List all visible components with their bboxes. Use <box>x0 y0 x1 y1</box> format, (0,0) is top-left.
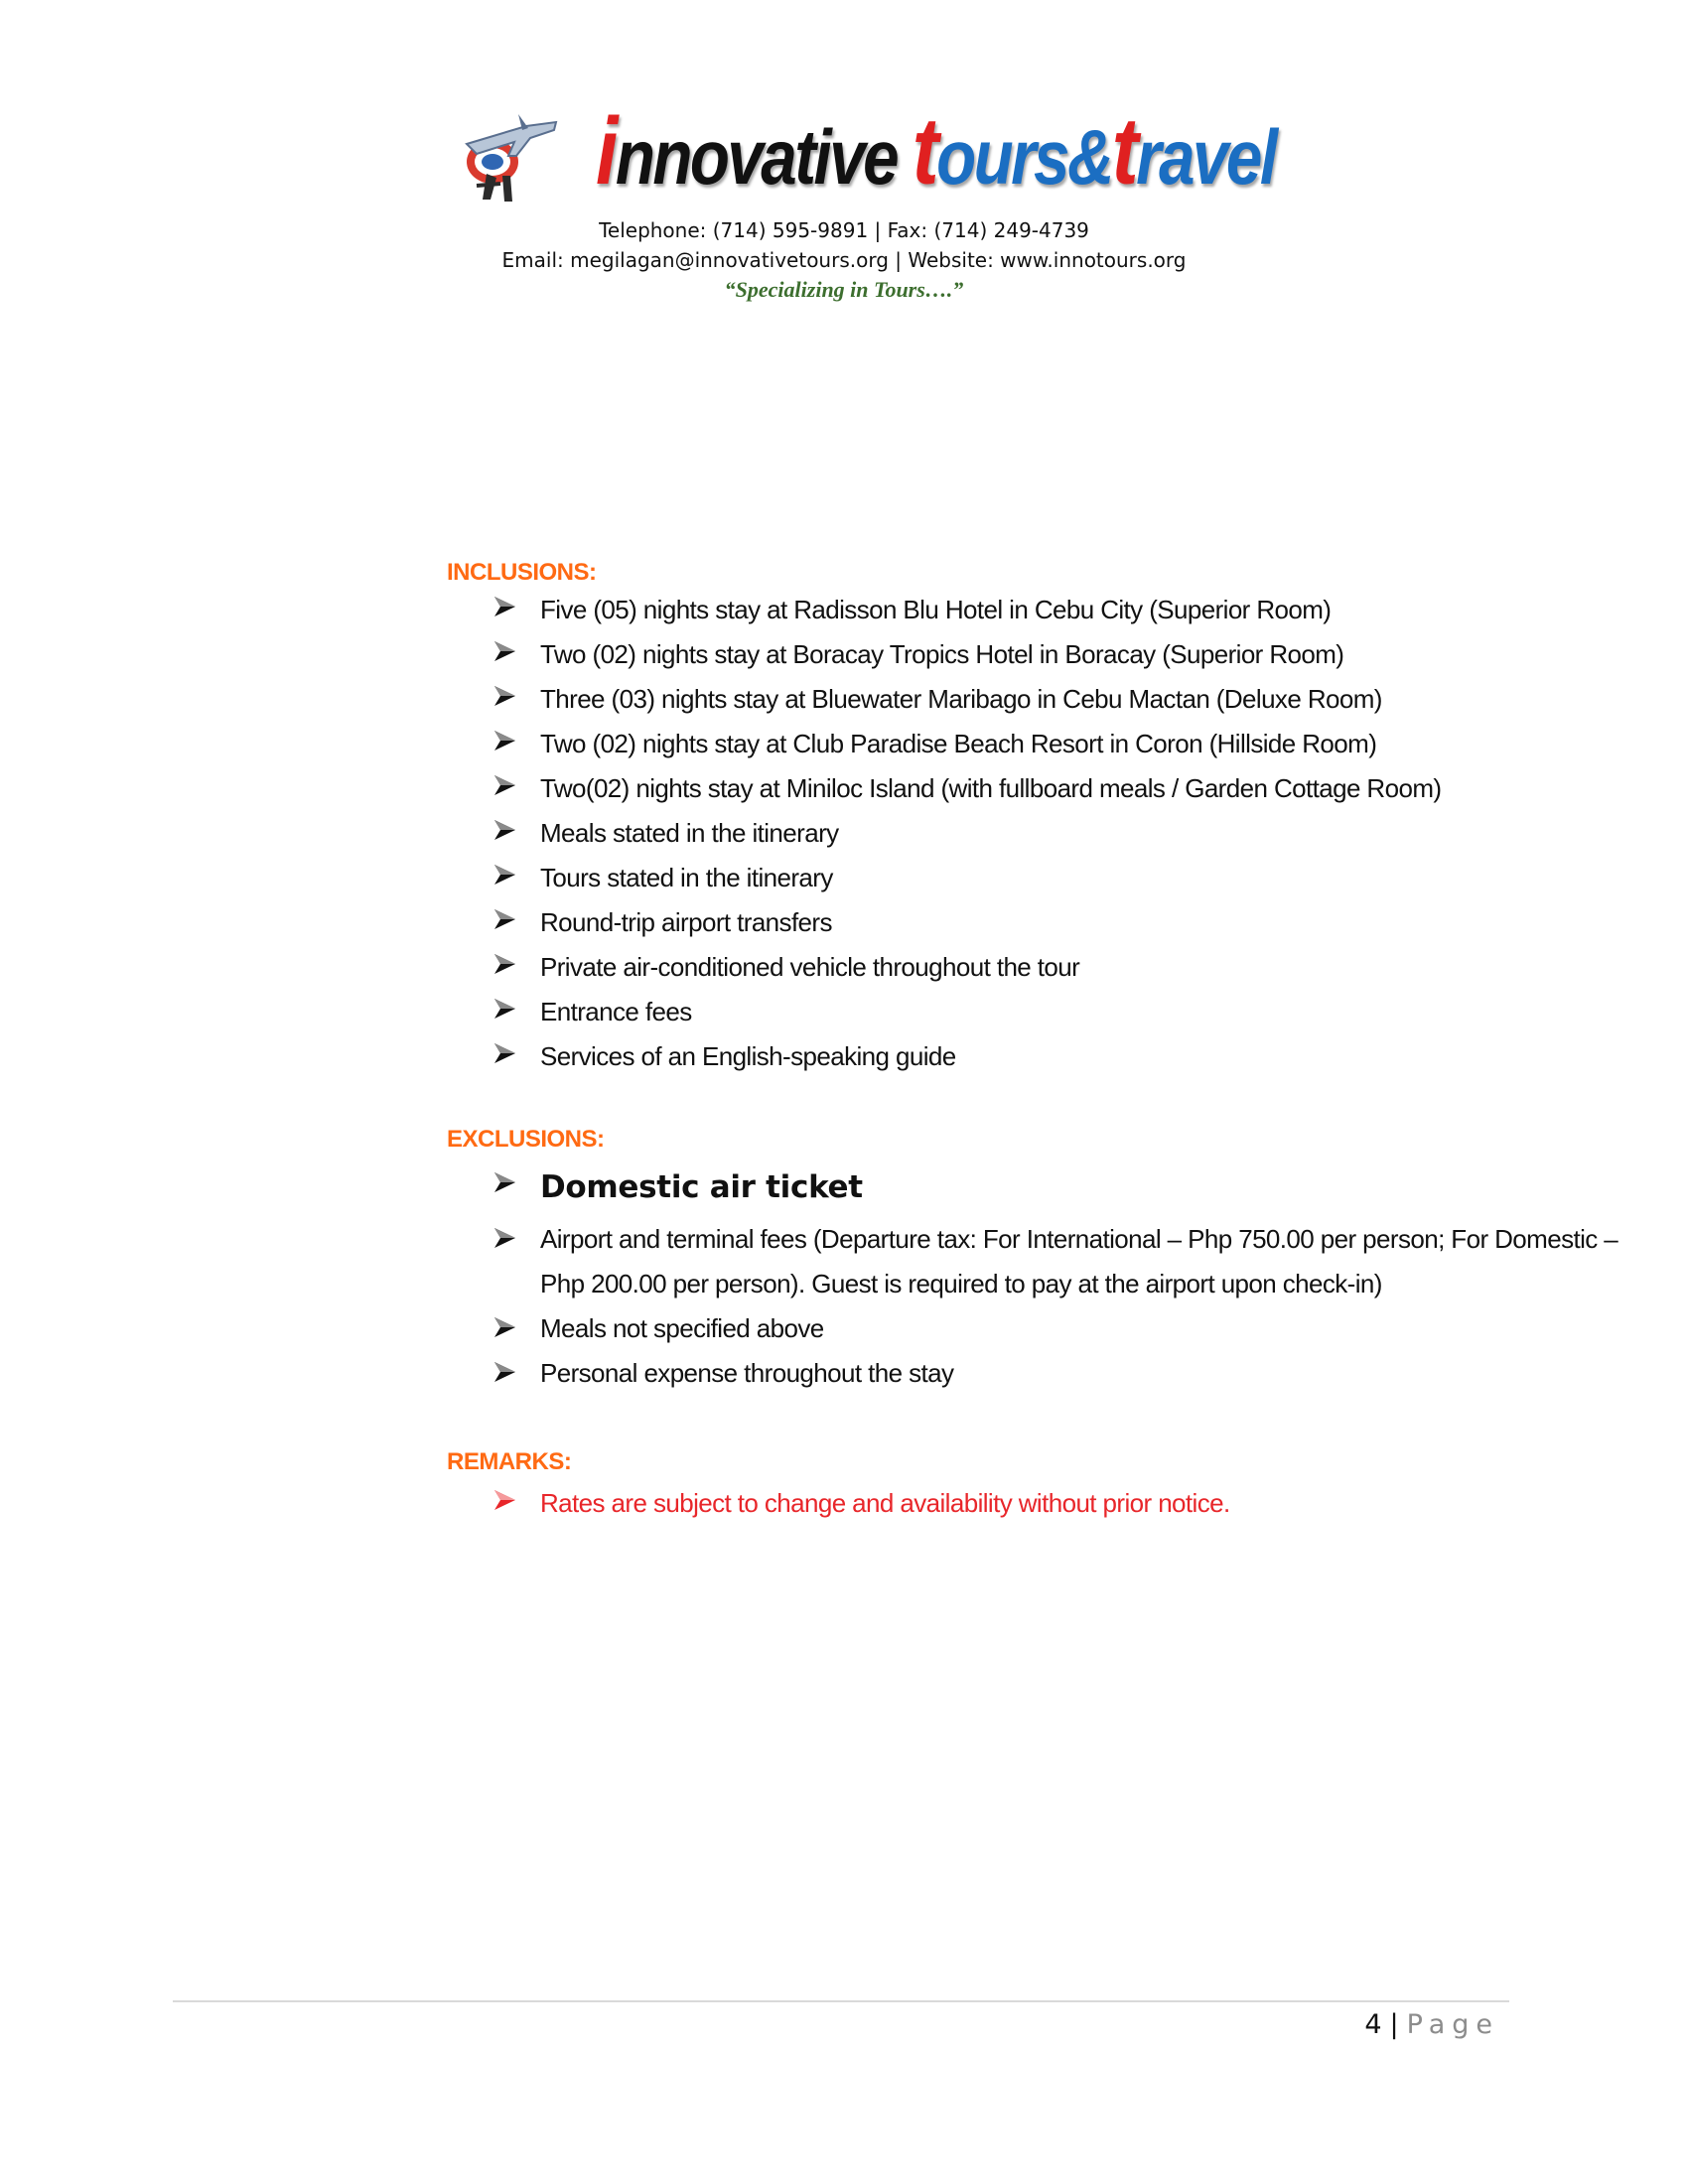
list-item <box>492 772 1441 817</box>
list-item <box>492 951 1441 996</box>
logo-letter-i: i <box>596 98 616 205</box>
list-item-text: Round-trip airport transfers <box>540 907 832 937</box>
list-item <box>492 1217 1652 1306</box>
arrowhead-bullet-icon <box>492 638 517 668</box>
list-item <box>492 817 1441 862</box>
list-item-text: Three (03) nights stay at Bluewater Maribago in Cebu Mactan (Deluxe Room) <box>540 684 1382 714</box>
list-item-text: Private air-conditioned vehicle throughout the tour <box>540 952 1080 982</box>
list-item <box>492 683 1441 728</box>
list-item-text: Services of an English-speaking guide <box>540 1041 956 1071</box>
arrowhead-bullet-icon <box>492 1359 517 1389</box>
arrowhead-bullet-icon <box>492 906 517 936</box>
logo-letter-t2: t <box>1111 98 1137 205</box>
airplane-globe-logo-icon <box>457 104 568 211</box>
logo <box>0 98 1688 213</box>
logo-wordmark <box>596 98 1276 206</box>
list-item-text: Tours stated in the itinerary <box>540 863 833 892</box>
list-item-text: Five (05) nights stay at Radisson Blu Hotel in Cebu City (Superior Room) <box>540 595 1332 624</box>
list-item <box>492 906 1441 951</box>
remarks-list <box>492 1487 1230 1519</box>
list-item <box>492 594 1441 638</box>
list-item-text: Two(02) nights stay at Miniloc Island (with fullboard meals / Garden Cottage Room) <box>540 773 1442 803</box>
list-item <box>492 1487 1230 1519</box>
list-item <box>492 1306 1652 1351</box>
arrowhead-bullet-icon <box>492 772 517 802</box>
list-item <box>492 728 1441 772</box>
list-item-text: Personal expense throughout the stay <box>540 1358 954 1388</box>
exclusions-title: EXCLUSIONS: <box>447 1126 605 1153</box>
list-item-text: Entrance fees <box>540 997 692 1026</box>
inclusions-list <box>492 594 1441 1085</box>
list-item <box>492 1351 1652 1396</box>
arrowhead-bullet-icon <box>492 862 517 891</box>
footer-separator: | <box>1389 2009 1399 2040</box>
arrowhead-bullet-icon <box>492 683 517 713</box>
logo-letter-t1: t <box>912 98 937 205</box>
arrowhead-bullet-icon <box>492 1040 517 1070</box>
exclusions-list <box>492 1163 1652 1396</box>
list-item-text: Airport and terminal fees (Departure tax: For International – Php 750.00 per person; For Domestic – Php 200.00 per person). Guest is required to pay at the airport upon check-in) <box>540 1224 1618 1298</box>
page-footer <box>1364 2005 1499 2045</box>
footer-divider <box>173 2000 1509 2002</box>
letterhead <box>0 98 1688 302</box>
inclusions-title: INCLUSIONS: <box>447 559 597 586</box>
list-item <box>492 862 1441 906</box>
list-item <box>492 638 1441 683</box>
list-item-text: Domestic air ticket <box>540 1169 863 1205</box>
arrowhead-bullet-icon <box>492 728 517 757</box>
arrowhead-bullet-icon <box>492 594 517 623</box>
email-line: Email: megilagan@innovativetours.org | Website: www.innotours.org <box>501 248 1187 272</box>
remarks-title: REMARKS: <box>447 1448 572 1475</box>
arrowhead-bullet-icon <box>492 996 517 1025</box>
list-item-text: Two (02) nights stay at Club Paradise Beach Resort in Coron (Hillside Room) <box>540 729 1377 758</box>
arrowhead-bullet-icon <box>492 1225 517 1255</box>
remark-text: Rates are subject to change and availability without prior notice. <box>540 1488 1230 1518</box>
logo-word-ours: ours& <box>936 113 1112 201</box>
arrowhead-bullet-icon <box>492 1169 517 1199</box>
list-item-text: Meals stated in the itinerary <box>540 818 839 848</box>
arrowhead-bullet-icon <box>492 951 517 981</box>
arrowhead-bullet-icon <box>492 817 517 847</box>
arrowhead-bullet-icon <box>492 1487 517 1517</box>
logo-word-nnovative: nnovative <box>615 113 913 201</box>
list-item-text: Two (02) nights stay at Boracay Tropics Hotel in Boracay (Superior Room) <box>540 639 1344 669</box>
tagline: “Specializing in Tours….” <box>724 277 964 302</box>
telephone-line: Telephone: (714) 595-9891 | Fax: (714) 249-4739 <box>599 218 1089 242</box>
list-item <box>492 1163 1652 1217</box>
list-item <box>492 1040 1441 1085</box>
logo-word-ravel: ravel <box>1136 113 1276 201</box>
page-number: 4 <box>1364 2009 1382 2040</box>
arrowhead-bullet-icon <box>492 1314 517 1344</box>
list-item <box>492 996 1441 1040</box>
page-label: Page <box>1406 2009 1499 2040</box>
list-item-text: Meals not specified above <box>540 1313 824 1343</box>
